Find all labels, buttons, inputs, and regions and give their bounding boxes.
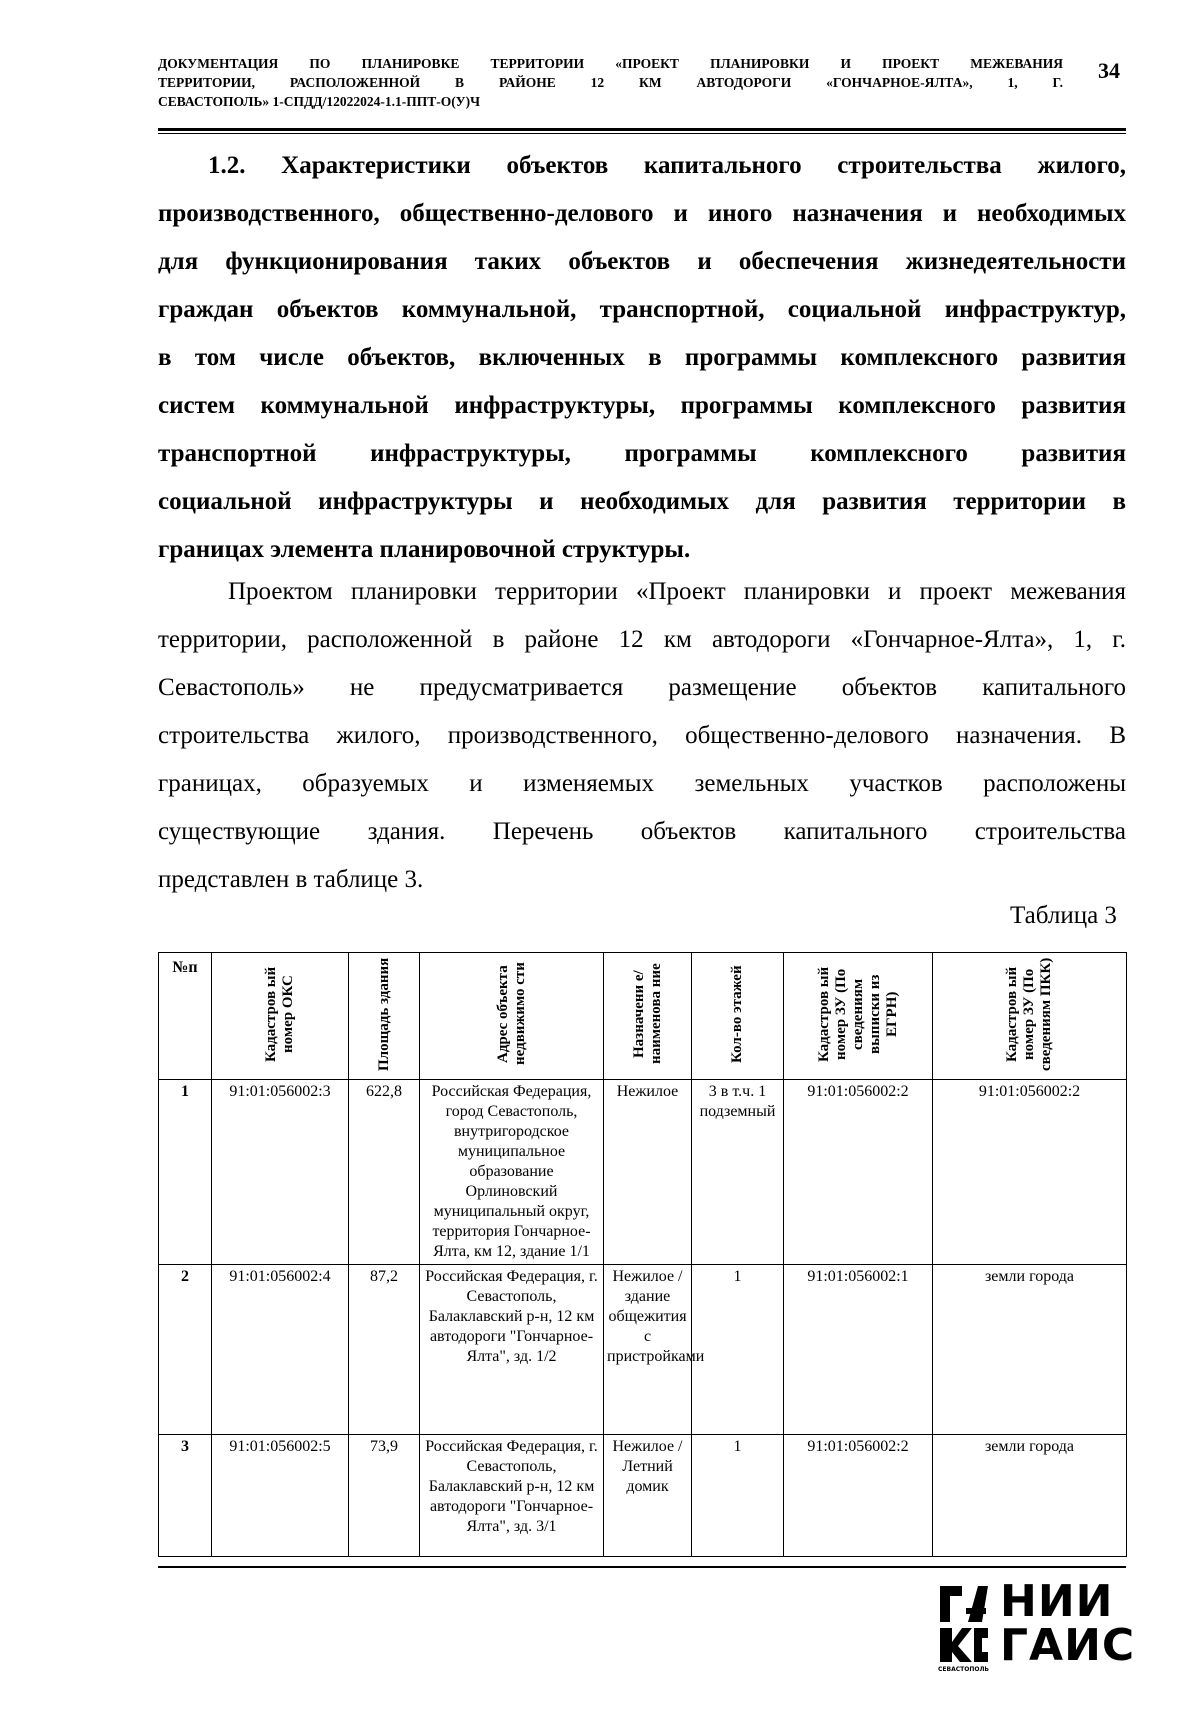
body-line: границах, образуемых и изменяемых земельных участков расположены [158, 770, 1126, 797]
cell-floors: 1 [692, 1435, 784, 1557]
cell-kad-egrn: 91:01:056002:2 [784, 1435, 933, 1557]
cell-purpose: Нежилое / Летний домик [604, 1435, 692, 1557]
table-header-cell [692, 953, 784, 1080]
table-row [159, 1265, 1127, 1435]
body-line: представлен в таблице 3. [158, 866, 424, 893]
table-caption: Таблица 3 [1010, 902, 1117, 929]
section-line: границах элемента планировочной структуры. [158, 536, 691, 563]
logo-mark-icon [938, 1582, 990, 1666]
header-line-3: СЕВАСТОПОЛЬ» 1-СПДД/12022024-1.1-ППТ-О(У)Ч [158, 94, 480, 109]
table-header-cell [212, 953, 349, 1080]
cell-area: 622,8 [349, 1080, 420, 1265]
section-line: транспортной инфраструктуры, программы комплексного развития [158, 440, 1126, 467]
cell-purpose: Нежилое [604, 1080, 692, 1265]
page-number: 34 [1098, 58, 1120, 83]
section-line: 1.2. Характеристики объектов капитального строительства жилого, [208, 152, 1126, 179]
cell-kad-pkk: 91:01:056002:2 [933, 1080, 1127, 1265]
section-line: для функционирования таких объектов и обеспечения жизнедеятельности [158, 248, 1126, 275]
footer-divider [158, 1566, 1126, 1568]
header-address: Адрес объекта недвижимо сти [494, 962, 528, 1066]
header-line-2: ТЕРРИТОРИИ, РАСПОЛОЖЕННОЙ В РАЙОНЕ 12 КМ АВТОДОРОГИ «ГОНЧАРНОЕ-ЯЛТА», 1, Г. [158, 75, 1063, 90]
cell-kad-egrn: 91:01:056002:1 [784, 1265, 933, 1435]
cell-address: Российская Федерация, г. Севастополь, Балаклавский р-н, 12 км автодороги "Гончарное-Ялта", зд. 3/1 [420, 1435, 604, 1557]
table-header-cell: №п [159, 953, 212, 1080]
header-purpose: Назначени е/ наименова ние [630, 963, 664, 1065]
row-number: 3 [159, 1435, 212, 1557]
cell-area: 87,2 [349, 1265, 420, 1435]
cell-kad-oks: 91:01:056002:4 [212, 1265, 349, 1435]
logo-subtext: СЕВАСТОПОЛЬ [938, 1666, 989, 1673]
cell-address: Российская Федерация, г. Севастополь, Балаклавский р-н, 12 км автодороги "Гончарное-Ялта", зд. 1/2 [420, 1265, 604, 1435]
table-row [159, 1435, 1127, 1557]
objects-table [158, 952, 1127, 1557]
body-line: территории, расположенной в районе 12 км автодороги «Гончарное-Ялта», 1, г. [158, 626, 1126, 653]
header-floors: Кол-во этажей [729, 965, 745, 1063]
cell-floors: 1 [692, 1265, 784, 1435]
cell-address: Российская Федерация, город Севастополь, внутригородское муниципальное образование Орлиновский муниципальный округ, территория Гончарное-Ялта, км 12, здание 1/1 [420, 1080, 604, 1265]
cell-kad-pkk: земли города [933, 1435, 1127, 1557]
table-header-row [159, 953, 1127, 1080]
header-kad-pkk: Кадастров ый номер ЗУ (По сведениям ПКК) [1004, 957, 1054, 1071]
cell-kad-oks: 91:01:056002:3 [212, 1080, 349, 1265]
cell-kad-egrn: 91:01:056002:2 [784, 1080, 933, 1265]
table-header-cell [420, 953, 604, 1080]
table-header-cell [933, 953, 1127, 1080]
header-area: Площадь здания [375, 957, 392, 1071]
document-header [158, 54, 1063, 111]
table-header-cell [784, 953, 933, 1080]
row-number: 1 [159, 1080, 212, 1265]
cell-purpose: Нежилое / здание общежития с пристройками [604, 1265, 692, 1435]
cell-area: 73,9 [349, 1435, 420, 1557]
body-line: строительства жилого, производственного, общественно-делового назначения. В [158, 722, 1126, 749]
logo-text-line-2: ГАИС [1000, 1620, 1136, 1671]
header-line-1: ДОКУМЕНТАЦИЯ ПО ПЛАНИРОВКЕ ТЕРРИТОРИИ «ПРОЕКТ ПЛАНИРОВКИ И ПРОЕКТ МЕЖЕВАНИЯ [158, 56, 1063, 71]
section-line: систем коммунальной инфраструктуры, программы комплексного развития [158, 392, 1126, 419]
row-number: 2 [159, 1265, 212, 1435]
table-row [159, 1080, 1127, 1265]
section-line: производственного, общественно-делового и иного назначения и необходимых [158, 200, 1126, 227]
cell-kad-pkk: земли города [933, 1265, 1127, 1435]
header-kad-egrn: Кадастров ый номер ЗУ (По сведениям выписки из ЕГРН) [815, 966, 900, 1062]
body-line: существующие здания. Перечень объектов капитального строительства [158, 818, 1126, 845]
body-line: Проектом планировки территории «Проект планировки и проект межевания [228, 578, 1126, 605]
section-line: граждан объектов коммунальной, транспортной, социальной инфраструктур, [158, 296, 1126, 323]
section-line: в том числе объектов, включенных в программы комплексного развития [158, 344, 1126, 371]
cell-kad-oks: 91:01:056002:5 [212, 1435, 349, 1557]
body-line: Севастополь» не предусматривается размещение объектов капитального [158, 674, 1126, 701]
table-header-cell [349, 953, 420, 1080]
table-header-cell [604, 953, 692, 1080]
section-heading [158, 142, 1126, 574]
section-line: социальной инфраструктуры и необходимых для развития территории в [158, 488, 1126, 515]
logo-text-line-1: НИИ [1000, 1576, 1114, 1627]
header-divider [158, 128, 1126, 134]
company-logo [938, 1576, 1136, 1676]
cell-floors: 3 в т.ч. 1 подземный [692, 1080, 784, 1265]
body-paragraph [158, 568, 1126, 904]
header-kad-oks: Кадастров ый номер ОКС [263, 966, 296, 1062]
